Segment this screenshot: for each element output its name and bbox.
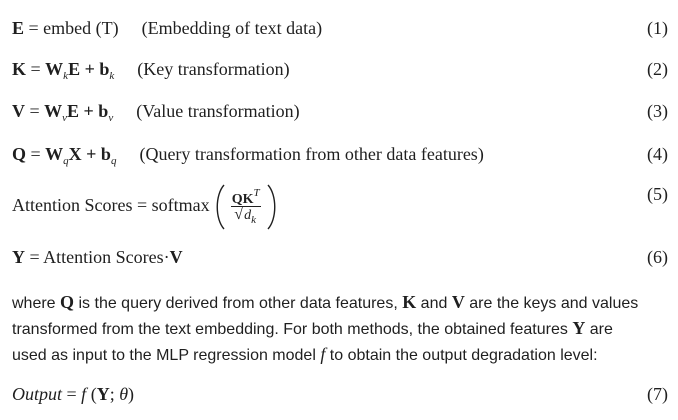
para-math-v: V bbox=[451, 292, 465, 312]
eq4-mid: X + b bbox=[68, 144, 111, 164]
eq3-weight: W bbox=[44, 101, 63, 121]
para-text-3: and bbox=[416, 295, 452, 312]
para-math-q: Q bbox=[60, 292, 75, 312]
para-text-2: is the query derived from other data features, bbox=[74, 295, 403, 312]
eq2-weight: W bbox=[45, 59, 64, 79]
equation-5: Attention Scores = softmax $QK^T$ $√d_k$ (5) bbox=[12, 180, 668, 230]
eq1-lhs: E bbox=[12, 18, 25, 38]
eq1-rhs: = embed (T) bbox=[28, 18, 119, 38]
eq3-bias-sub: v bbox=[108, 112, 114, 124]
right-paren-icon bbox=[266, 183, 280, 231]
para-math-f: f bbox=[320, 344, 326, 364]
eq5-fraction bbox=[212, 182, 280, 232]
eq4-weight: W bbox=[45, 144, 64, 164]
eq5-sqrt: √ bbox=[234, 205, 244, 223]
eq5-den-sub: k bbox=[251, 213, 256, 226]
para-line-2: transformed from the text embedding. For both methods, the obtained features bbox=[12, 321, 573, 338]
equation-1 bbox=[12, 16, 668, 40]
eq7-theta: θ bbox=[119, 384, 129, 404]
body-paragraph bbox=[12, 290, 672, 368]
para-math-y: Y bbox=[572, 318, 586, 338]
para-line-3a: used as input to the MLP regression model bbox=[12, 347, 321, 364]
eq2-bias-sub: k bbox=[109, 70, 115, 82]
left-paren-icon bbox=[212, 183, 226, 231]
eq7-lhs: Output bbox=[12, 384, 63, 404]
eq5-func: softmax bbox=[151, 195, 210, 215]
eq2-number: (2) bbox=[647, 59, 668, 79]
para-text-1: where bbox=[12, 295, 61, 312]
eq1-number: (1) bbox=[647, 18, 668, 38]
eq7-equals: = bbox=[62, 384, 82, 404]
eq4-number: (4) bbox=[647, 144, 668, 164]
eq3-desc: (Value transformation) bbox=[136, 101, 300, 121]
para-math-k: K bbox=[402, 292, 417, 312]
eq4-weight-sub: q bbox=[63, 155, 69, 167]
eq4-bias-sub: q bbox=[110, 155, 117, 167]
eq3-lhs: V bbox=[12, 101, 25, 121]
eq7-number: (7) bbox=[647, 384, 668, 404]
eq5-den-var: d bbox=[244, 207, 252, 223]
para-line-3b: to obtain the output degradation level: bbox=[325, 347, 598, 364]
eq7-y: Y bbox=[96, 384, 110, 404]
equation-3: $V = W_vE + b_v$ (Value transformation) (3) bbox=[12, 101, 668, 124]
eq3-mid: E + b bbox=[67, 101, 109, 121]
eq2-desc: (Key transformation) bbox=[137, 59, 290, 79]
equation-2 bbox=[12, 57, 668, 81]
eq5-number: (5) bbox=[647, 184, 668, 204]
eq2-equals: = bbox=[30, 59, 46, 79]
equation-6 bbox=[12, 245, 668, 269]
eq6-lhs: Y bbox=[12, 247, 25, 267]
eq7-open-paren: ( bbox=[86, 384, 97, 404]
equation-4: $Q = W_qX + b_q$ (Query transformation from other data features) (4) bbox=[12, 144, 668, 167]
eq7-semicolon: ; bbox=[109, 384, 120, 404]
eq2-lhs: K bbox=[12, 59, 27, 79]
eq4-desc: (Query transformation from other data features) bbox=[139, 144, 484, 164]
eq2-weight-sub: k bbox=[63, 70, 69, 82]
eq7-close-paren: ) bbox=[128, 384, 135, 404]
eq1-desc: (Embedding of text data) bbox=[141, 18, 323, 38]
eq6-rhs: = Attention Scores· bbox=[29, 247, 170, 267]
eq4-lhs: Q bbox=[12, 144, 27, 164]
para-text-5: are bbox=[585, 321, 613, 338]
eq7-func: f bbox=[81, 384, 87, 404]
eq3-weight-sub: v bbox=[62, 112, 68, 124]
eq6-rhs-end: V bbox=[169, 247, 183, 267]
eq6-number: (6) bbox=[647, 247, 668, 267]
para-text-4: are the keys and values bbox=[464, 295, 639, 312]
eq2-mid: E + b bbox=[68, 59, 110, 79]
eq5-lhs: Attention Scores bbox=[12, 195, 133, 215]
eq3-number: (3) bbox=[647, 101, 668, 121]
eq5-frac-sup: T bbox=[253, 186, 260, 199]
equation-7 bbox=[12, 382, 668, 406]
eq5-frac-num: QK bbox=[231, 191, 254, 207]
